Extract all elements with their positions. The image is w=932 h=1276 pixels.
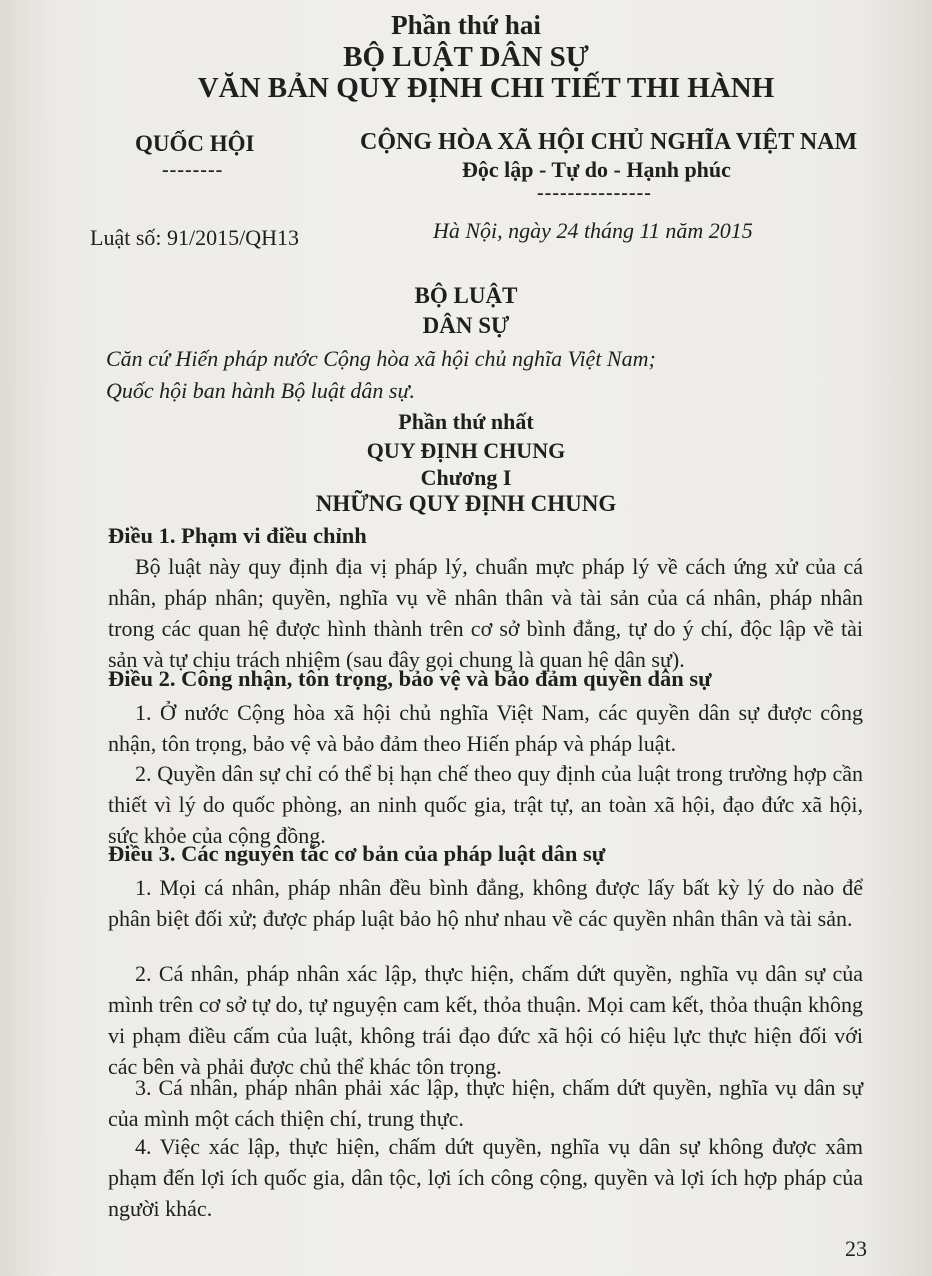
law-name: DÂN SỰ <box>422 313 510 338</box>
article-2-title: Điều 2. Công nhận, tôn trọng, bảo vệ và bảo đảm quyền dân sự <box>108 666 712 691</box>
place-date: Hà Nội, ngày 24 tháng 11 năm 2015 <box>433 218 753 243</box>
code-title: BỘ LUẬT DÂN SỰ <box>343 41 589 73</box>
chapter-name: NHỮNG QUY ĐỊNH CHUNG <box>315 491 617 516</box>
part-heading: Phần thứ hai <box>391 10 541 40</box>
issuer-name: QUỐC HỘI <box>135 131 255 156</box>
article-2-clause-2: 2. Quyền dân sự chỉ có thể bị hạn chế theo quy định của luật trong trường hợp cần thiết vì lý do quốc phòng, an ninh quốc gia, trật tự, an toàn xã hội, đạo đức xã hội, sức khỏe của cộng đồng. <box>108 761 863 848</box>
article-1-paragraph: Bộ luật này quy định địa vị pháp lý, chuẩn mực pháp lý về cách ứng xử của cá nhân, pháp nhân; quyền, nghĩa vụ về nhân thân và tài sản của cá nhân, pháp nhân trong các quan hệ được hình thành trên cơ sở bình đẳng, tự do ý chí, độc lập về tài sản và tự chịu trách nhiệm (sau đây gọi chung là quan hệ dân sự). <box>108 554 863 672</box>
law-title: BỘ LUẬT <box>414 283 518 308</box>
part-one-heading: Phần thứ nhất <box>398 409 534 434</box>
chapter-heading: Chương I <box>420 465 512 490</box>
article-3-clause-4: 4. Việc xác lập, thực hiện, chấm dứt quyền, nghĩa vụ dân sự không được xâm phạm đến lợi ích quốc gia, dân tộc, lợi ích công cộng, quyền và lợi ích hợp pháp của người khác. <box>108 1134 863 1221</box>
article-3-title: Điều 3. Các nguyên tắc cơ bản của pháp luật dân sự <box>108 841 606 866</box>
article-1-title: Điều 1. Phạm vi điều chỉnh <box>108 523 367 548</box>
code-subtitle: VĂN BẢN QUY ĐỊNH CHI TIẾT THI HÀNH <box>197 72 775 104</box>
preamble-basis: Căn cứ Hiến pháp nước Cộng hòa xã hội chủ nghĩa Việt Nam; <box>106 346 656 371</box>
state-name: CỘNG HÒA XÃ HỘI CHỦ NGHĨA VIỆT NAM <box>360 129 858 155</box>
law-number: Luật số: 91/2015/QH13 <box>90 225 299 250</box>
article-3-clause-2: 2. Cá nhân, pháp nhân xác lập, thực hiện, chấm dứt quyền, nghĩa vụ dân sự của mình trên cơ sở tự do, tự nguyện cam kết, thỏa thuận. Mọi cam kết, thỏa thuận không vi phạm điều cấm của luật, không trái đạo đức xã hội có hiệu lực thực hiện đối với các bên và phải được chủ thể khác tôn trọng. <box>108 961 863 1079</box>
motto-dash: --------------- <box>537 182 652 204</box>
preamble-enactment: Quốc hội ban hành Bộ luật dân sự. <box>106 378 415 403</box>
state-motto: Độc lập - Tự do - Hạnh phúc <box>462 157 731 182</box>
article-3-clause-3: 3. Cá nhân, pháp nhân phải xác lập, thực hiện, chấm dứt quyền, nghĩa vụ dân sự của mình một cách thiện chí, trung thực. <box>108 1075 863 1131</box>
article-3-clause-1: 1. Mọi cá nhân, pháp nhân đều bình đẳng, không được lấy bất kỳ lý do nào để phân biệt đối xử; được pháp luật bảo hộ như nhau về các quyền nhân thân và tài sản. <box>108 875 863 931</box>
article-2-clause-1: 1. Ở nước Cộng hòa xã hội chủ nghĩa Việt Nam, các quyền dân sự được công nhận, tôn trọng, bảo vệ và bảo đảm theo Hiến pháp và pháp luật. <box>108 700 863 756</box>
part-one-name: QUY ĐỊNH CHUNG <box>366 438 566 463</box>
issuer-dash: -------- <box>162 159 224 181</box>
page-number: 23 <box>845 1236 867 1261</box>
